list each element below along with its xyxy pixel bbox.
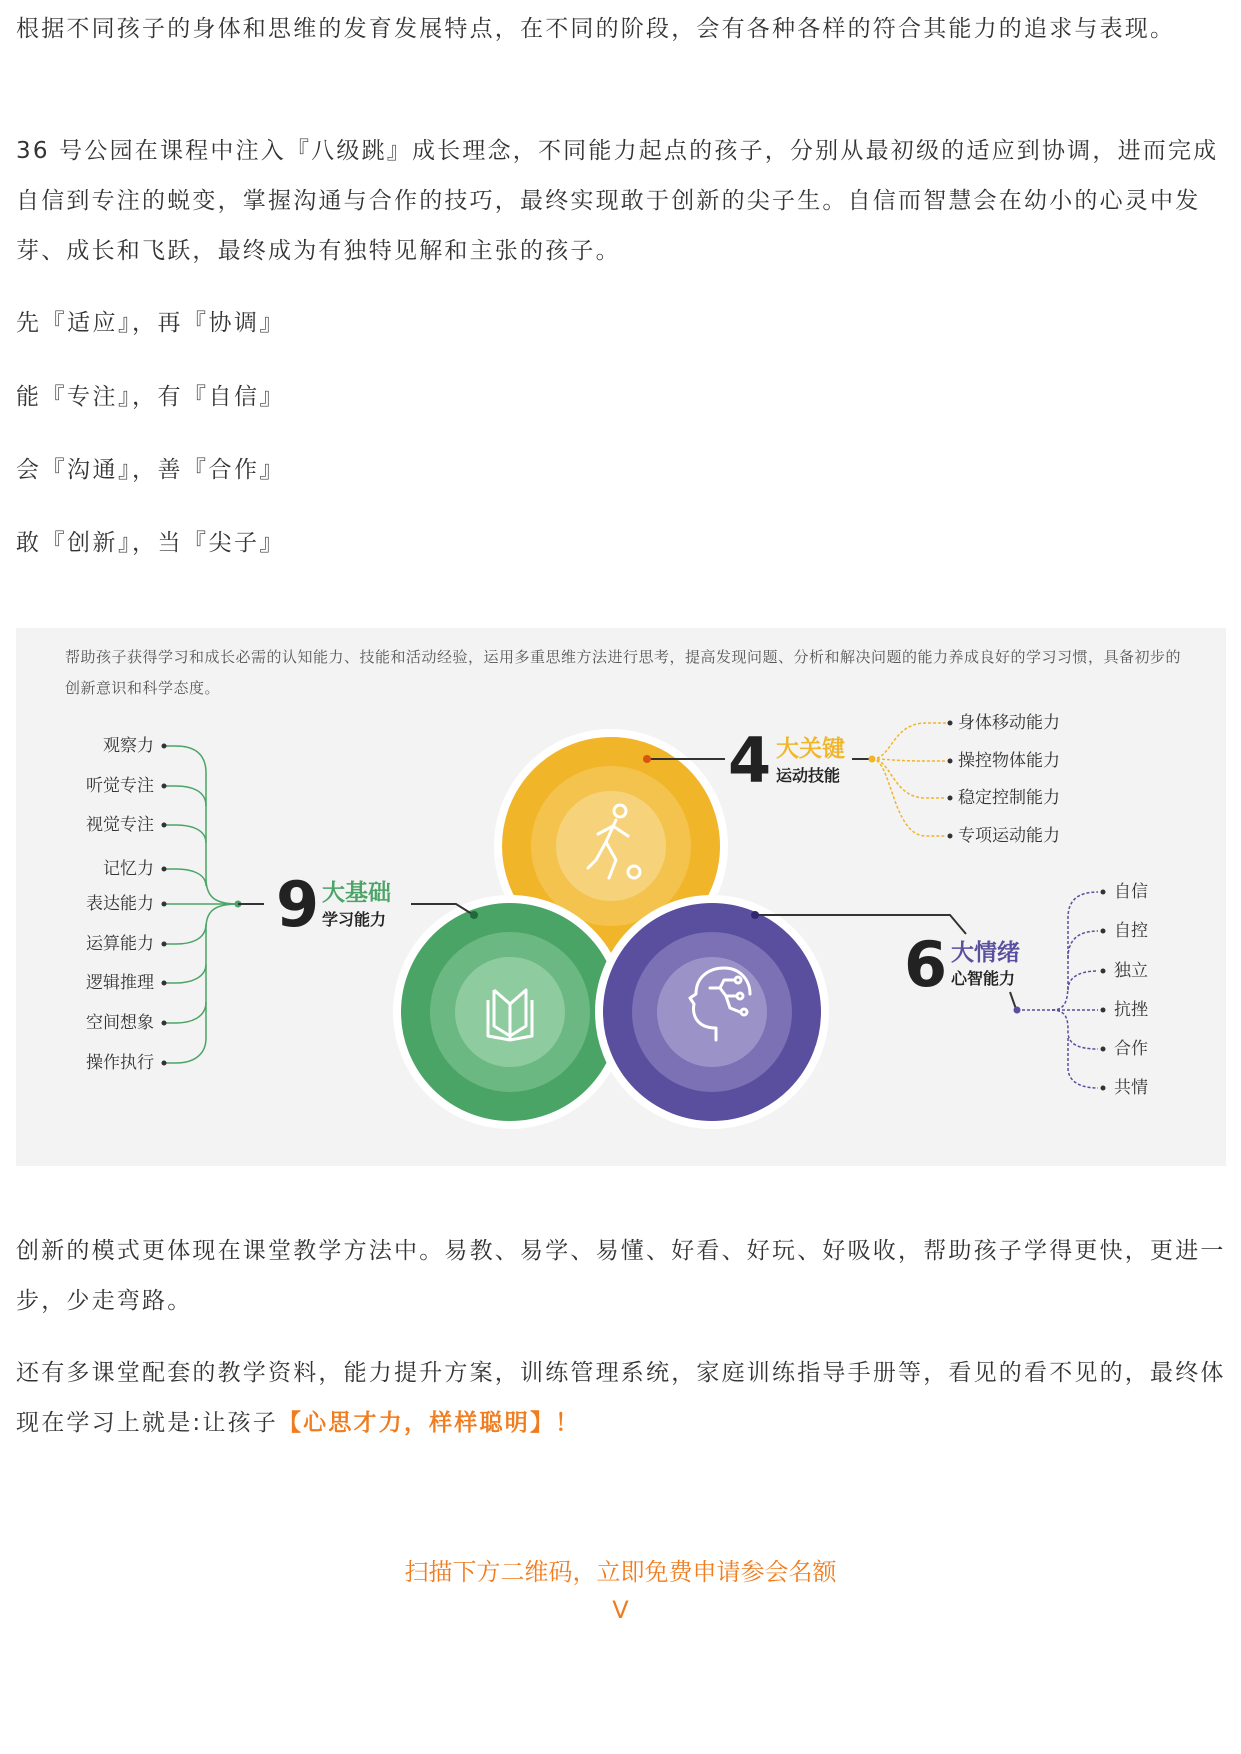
motor-subtitle: 运动技能 [776, 766, 841, 785]
emotion-item: 自控 [1114, 921, 1148, 941]
emotion-subtitle: 心智能力 [951, 969, 1016, 988]
learning-item: 视觉专注 [86, 815, 154, 835]
intro-paragraph: 根据不同孩子的身体和思维的发育发展特点，在不同的阶段，会有各种各样的符合其能力的追求与表现。 [16, 16, 1176, 42]
materials-highlight: 【心思才力，样样聪明】！ [277, 1410, 581, 1436]
motor-number: 4 [728, 724, 772, 797]
emotion-item: 抗挫 [1114, 1000, 1148, 1020]
emotion-item: 独立 [1114, 961, 1148, 981]
learning-number: 9 [276, 868, 320, 941]
qr-cta-text: 扫描下方二维码，立即免费申请参会名额 [404, 1558, 837, 1586]
infographic-intro: 帮助孩子获得学习和成长必需的认知能力、技能和活动经验，运用多重思维方法进行思考，提高发现问题、分析和解决问题的能力养成良好的学习习惯，具备初步的创新意识和科学态度。 [65, 648, 1182, 697]
learning-item: 听觉专注 [86, 776, 154, 796]
learning-item: 空间想象 [86, 1013, 154, 1033]
motor-item: 稳定控制能力 [958, 788, 1060, 808]
learning-title: 大基础 [322, 880, 391, 906]
emotion-number: 6 [904, 928, 948, 1001]
step-line-1: 先『适应』，再『协调』 [16, 310, 285, 336]
step-line-4: 敢『创新』，当『尖子』 [16, 530, 285, 556]
down-arrow-icon: V [612, 1596, 629, 1624]
materials-text: 还有多课堂配套的教学资料，能力提升方案，训练管理系统，家庭训练指导手册等，看见的看不见的，最终体现在学习上就是:让孩子 [16, 1360, 1226, 1436]
emotion-item: 共情 [1114, 1078, 1148, 1098]
infographic-graphics [16, 628, 1226, 1166]
motor-item: 操控物体能力 [958, 751, 1060, 771]
learning-item: 运算能力 [86, 934, 154, 954]
learning-item: 操作执行 [86, 1053, 154, 1073]
emotion-title: 大情绪 [951, 940, 1020, 966]
motor-title: 大关键 [776, 736, 845, 762]
learning-subtitle: 学习能力 [322, 910, 387, 929]
motor-item: 专项运动能力 [958, 826, 1060, 846]
step-line-2: 能『专注』，有『自信』 [16, 384, 285, 410]
learning-item: 逻辑推理 [86, 973, 154, 993]
abilities-infographic [16, 628, 1226, 1166]
emotion-item: 自信 [1114, 882, 1148, 902]
concept-paragraph: 36 号公园在课程中注入『八级跳』成长理念，不同能力起点的孩子，分别从最初级的适应到协调，进而完成自信到专注的蜕变，掌握沟通与合作的技巧，最终实现敢于创新的尖子生。自信而智慧会在幼小的心灵中发芽、成长和飞跃，最终成为有独特见解和主张的孩子。 [16, 138, 1219, 264]
materials-paragraph [16, 1348, 1226, 1448]
method-paragraph: 创新的模式更体现在课堂教学方法中。易教、易学、易懂、好看、好玩、好吸收，帮助孩子学得更快，更进一步，少走弯路。 [16, 1238, 1226, 1314]
learning-item: 表达能力 [86, 894, 154, 914]
emotion-circle [599, 899, 825, 1125]
learning-item: 记忆力 [103, 859, 154, 879]
emotion-item: 合作 [1114, 1039, 1148, 1059]
learning-item: 观察力 [103, 736, 154, 756]
step-line-3: 会『沟通』，善『合作』 [16, 457, 285, 483]
motor-item: 身体移动能力 [958, 713, 1060, 733]
